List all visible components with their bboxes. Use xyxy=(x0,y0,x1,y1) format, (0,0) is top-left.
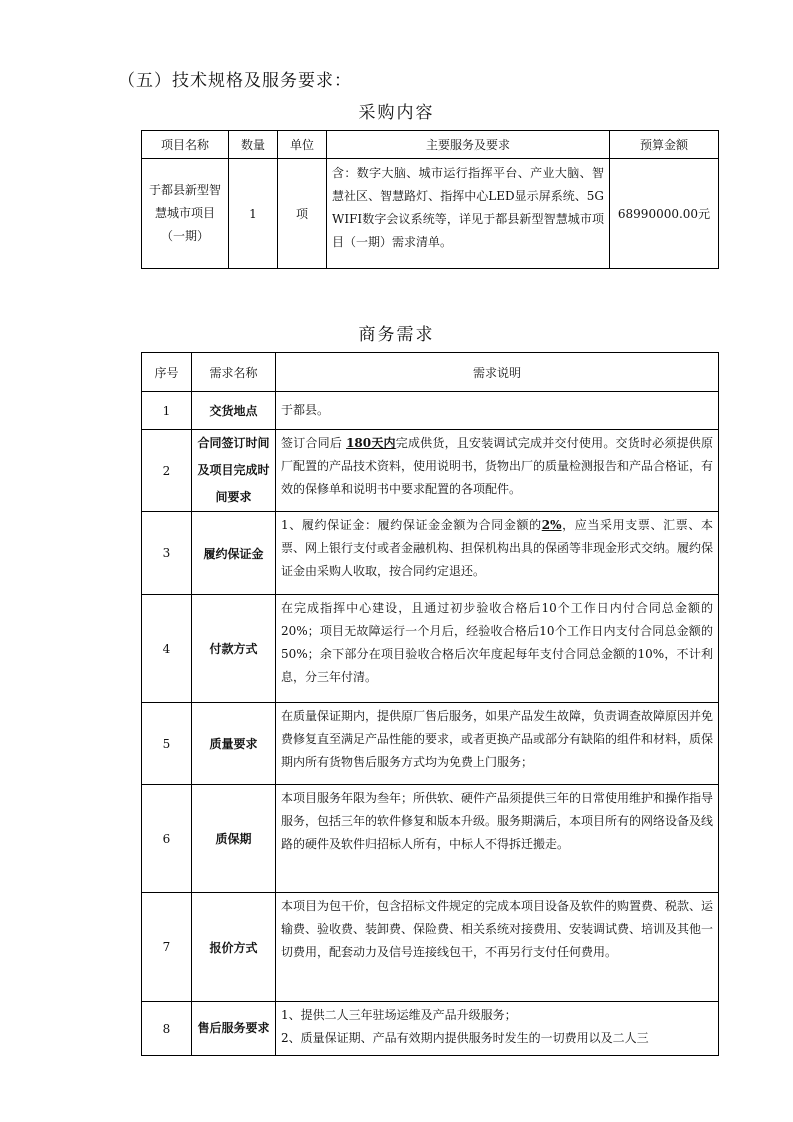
table-row xyxy=(142,1002,719,1056)
row-name: 合同签订时间及项目完成时间要求 xyxy=(192,430,276,512)
row-desc: 本项目服务年限为叁年；所供软、硬件产品须提供三年的日常使用维护和操作指导服务，包括三年的软件修复和版本升级。服务期满后，本项目所有的网络设备及线路的硬件及软件归招标人所有，中标人不得拆迁搬走。 xyxy=(276,785,719,893)
row-no: 3 xyxy=(142,512,192,595)
project-name-cell: 于都县新型智慧城市项目（一期） xyxy=(142,159,229,269)
table-row xyxy=(142,392,719,430)
row-no: 4 xyxy=(142,595,192,703)
row-no: 5 xyxy=(142,703,192,785)
row-no: 8 xyxy=(142,1002,192,1056)
quantity-cell: 1 xyxy=(229,159,278,269)
desc-text: 签订合同后 xyxy=(281,436,347,450)
row-no: 2 xyxy=(142,430,192,512)
section-heading: （五）技术规格及服务要求： xyxy=(118,71,352,91)
desc-text: ，应当采用支票、汇票、本票、网上银行支付或者金融机构、担保机构出具的保函等非现金形式交纳。履约保证金由采购人收取，按合同约定退还。 xyxy=(281,518,714,578)
row-name: 交货地点 xyxy=(192,392,276,430)
header-unit: 单位 xyxy=(278,131,327,159)
procurement-header-row xyxy=(142,131,719,159)
business-table xyxy=(141,352,719,1056)
row-name: 质量要求 xyxy=(192,703,276,785)
row-desc xyxy=(276,430,719,512)
procurement-row xyxy=(142,159,719,269)
table-row xyxy=(142,703,719,785)
header-quantity: 数量 xyxy=(229,131,278,159)
row-name: 履约保证金 xyxy=(192,512,276,595)
header-main-service: 主要服务及要求 xyxy=(327,131,610,159)
budget-cell: 68990000.00元 xyxy=(610,159,719,269)
business-table-title: 商务需求 xyxy=(358,325,435,345)
procurement-table-title: 采购内容 xyxy=(358,103,435,123)
header-project-name: 项目名称 xyxy=(142,131,229,159)
desc-text: 完成供货，且安装调试完成并交付使用。交货时必须提供原厂配置的产品技术资料，使用说明书，货物出厂的质量检测报告和产品合格证，有效的保修单和说明书中要求配置的各项配件。 xyxy=(281,436,714,496)
procurement-table xyxy=(141,130,719,269)
table-row xyxy=(142,893,719,1002)
row-desc: 1、提供二人三年驻场运维及产品升级服务； 2、质量保证期、产品有效期内提供服务时发生的一切费用以及二人三 xyxy=(276,1002,719,1056)
desc-underlined: 180天内 xyxy=(346,436,396,450)
row-name: 售后服务要求 xyxy=(192,1002,276,1056)
row-desc: 本项目为包干价，包含招标文件规定的完成本项目设备及软件的购置费、税款、运输费、验收费、装卸费、保险费、相关系统对接费用、安装调试费、培训及其他一切费用，配套动力及信号连接线包干，不再另行支付任何费用。 xyxy=(276,893,719,1002)
table-row xyxy=(142,595,719,703)
row-desc: 于都县。 xyxy=(276,392,719,430)
header-no: 序号 xyxy=(142,353,192,392)
header-requirement-desc: 需求说明 xyxy=(276,353,719,392)
row-name: 报价方式 xyxy=(192,893,276,1002)
desc-text: 1、履约保证金：履约保证金金额为合同金额的 xyxy=(281,518,542,532)
row-no: 6 xyxy=(142,785,192,893)
row-no: 7 xyxy=(142,893,192,1002)
row-desc xyxy=(276,512,719,595)
table-row xyxy=(142,785,719,893)
row-desc: 在完成指挥中心建设，且通过初步验收合格后10个工作日内付合同总金额的20%；项目无故障运行一个月后，经验收合格后10个工作日内支付合同总金额的50%；余下部分在项目验收合格后次年度起每年支付合同总金额的10%，不计利息，分三年付清。 xyxy=(276,595,719,703)
row-name: 付款方式 xyxy=(192,595,276,703)
row-desc: 在质量保证期内，提供原厂售后服务，如果产品发生故障，负责调查故障原因并免费修复直至满足产品性能的要求，或者更换产品或部分有缺陷的组件和材料，质保期内所有货物售后服务方式均为免费上门服务； xyxy=(276,703,719,785)
row-name: 质保期 xyxy=(192,785,276,893)
header-budget: 预算金额 xyxy=(610,131,719,159)
header-requirement-name: 需求名称 xyxy=(192,353,276,392)
business-header-row xyxy=(142,353,719,392)
table-row xyxy=(142,430,719,512)
table-row xyxy=(142,512,719,595)
row-no: 1 xyxy=(142,392,192,430)
service-description-cell: 含：数字大脑、城市运行指挥平台、产业大脑、智慧社区、智慧路灯、指挥中心LED显示屏系统、5G WIFI数字会议系统等，详见于都县新型智慧城市项目（一期）需求清单。 xyxy=(327,159,610,269)
unit-cell: 项 xyxy=(278,159,327,269)
desc-underlined: 2% xyxy=(541,518,562,532)
